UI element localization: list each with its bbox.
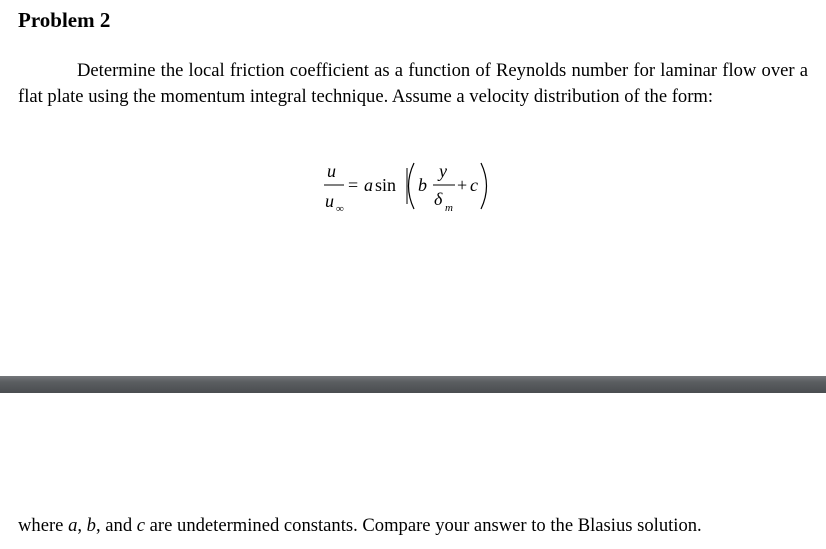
closing-var-a: a — [68, 515, 78, 536]
coef-c: c — [470, 175, 478, 195]
closing-part1: where — [18, 515, 69, 536]
closing-part2: , and — [95, 515, 137, 536]
closing-var-c: c — [136, 515, 146, 536]
inner-denominator-subscript: m — [445, 202, 453, 214]
velocity-profile-equation — [316, 156, 516, 220]
equals-sign: = — [348, 175, 359, 195]
lhs-denominator-subscript: ∞ — [336, 203, 344, 215]
left-paren — [409, 163, 415, 209]
section-divider-bar — [0, 376, 826, 393]
closing-var-b: b — [86, 515, 96, 536]
right-paren — [481, 163, 487, 209]
inner-numerator: y — [439, 161, 447, 181]
coef-a: a — [364, 175, 373, 195]
plus-sign: + — [457, 175, 468, 195]
lhs-numerator: u — [327, 161, 336, 181]
inner-denominator: δ — [434, 189, 443, 209]
coef-b: b — [418, 175, 427, 195]
closing-sentence — [18, 513, 818, 539]
sin-function: sin — [375, 175, 397, 195]
closing-part3: are undetermined constants. Compare your answer to the Blasius solution. — [145, 515, 702, 536]
equation-lines — [316, 156, 516, 220]
problem-statement: Determine the local friction coefficient as a function of Reynolds number for laminar flow over a flat plate using the momentum integral technique. Assume a velocity distribution of the form: — [18, 60, 808, 107]
problem-title: Problem 2 — [18, 8, 111, 32]
closing-comma: , — [77, 515, 87, 536]
lhs-denominator: u — [325, 191, 334, 211]
